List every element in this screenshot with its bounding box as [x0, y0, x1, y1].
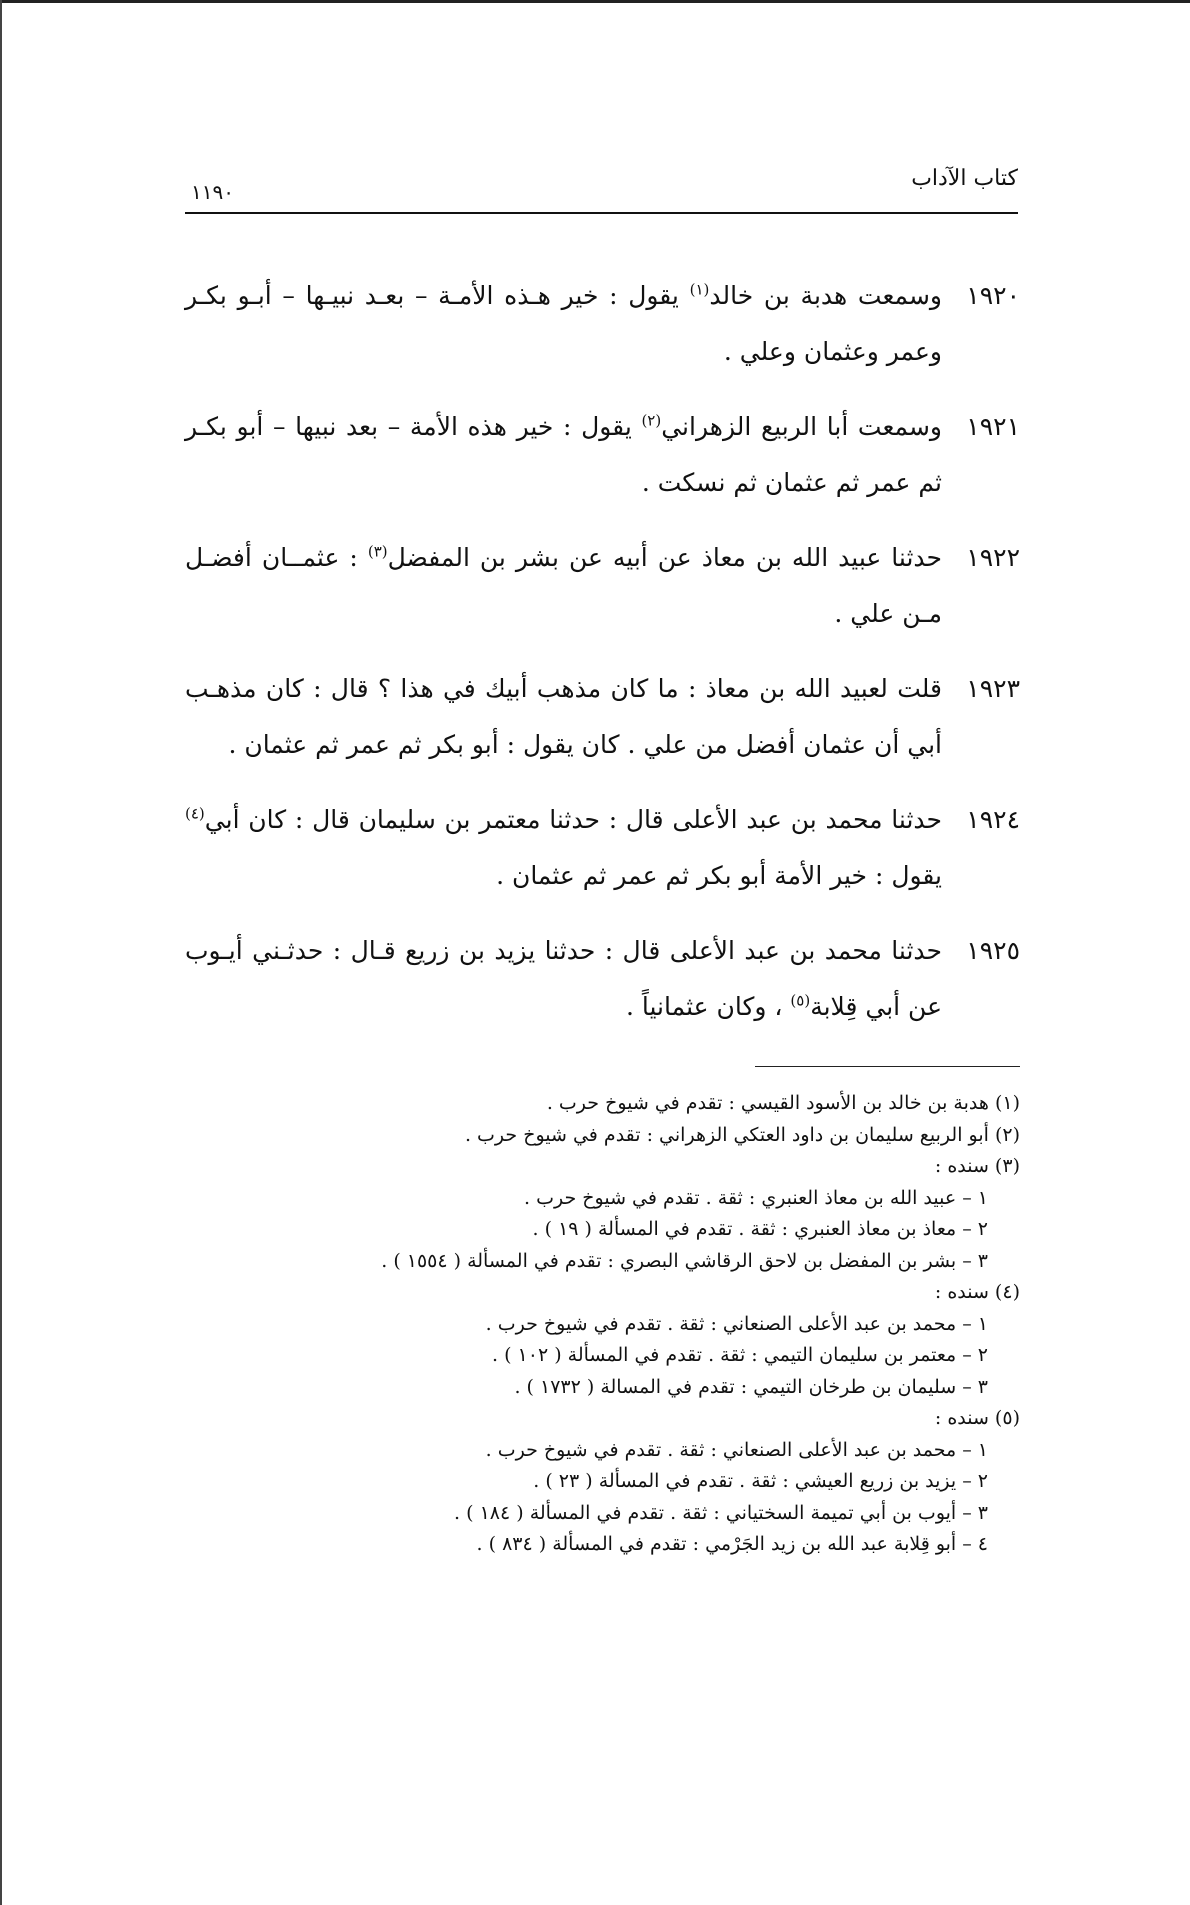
entry-text: حدثنا محمد بن عبد الأعلى قال : حدثنا معتمر بن سليمان قال : كان أبي$^{(٤)}$ يقول : خير الأمة أبو بكر ثم عمر ثم عثمان .	[185, 804, 942, 890]
entry-number: ١٩٢٥	[966, 936, 1020, 965]
footnote-3-heading: (٣) سنده :	[934, 1155, 1020, 1177]
footnote-ref: (١)	[689, 280, 710, 299]
footnote-ref: (٤)	[185, 804, 205, 823]
footnote-ref: (٥)	[790, 991, 811, 1010]
entry-text: حدثنا محمد بن عبد الأعلى قال : حدثنا يزيد بن زريع قـال : حدثـني أيـوب عن أبي قِلابة$^{(٥)}$ ، وكان عثمانياً .	[185, 936, 942, 1021]
footnote-4-item: ١ – محمد بن عبد الأعلى الصنعاني : ثقة . تقدم في شيوخ حرب .	[485, 1312, 988, 1335]
entry-number: ١٩٢١	[966, 412, 1020, 441]
footnote-5-heading: (٥) سنده :	[934, 1407, 1020, 1429]
entry-number: ١٩٢٢	[966, 543, 1020, 572]
page-header	[185, 166, 1018, 214]
footnote-3-item: ١ – عبيد الله بن معاذ العنبري : ثقة . تقدم في شيوخ حرب .	[524, 1186, 988, 1209]
footnote-divider	[755, 1066, 1020, 1067]
entry-1922	[185, 530, 1020, 642]
footnote-ref: (٢)	[641, 411, 662, 430]
page-number: ١١٩٠	[191, 180, 234, 204]
footnote-5-item: ١ – محمد بن عبد الأعلى الصنعاني : ثقة . تقدم في شيوخ حرب .	[485, 1438, 988, 1461]
scan-border-top	[0, 0, 1190, 3]
entry-text: وسمعت هدبة بن خالد$^{(١)}$ يقول : خير هـذه الأمـة – بعـد نبيـها – أبـو بكـر وعمر وعثمان وعلي .	[185, 280, 943, 366]
entry-number: ١٩٢٤	[966, 805, 1020, 834]
footnote-1: (١) هدبة بن خالد بن الأسود القيسي : تقدم في شيوخ حرب .	[546, 1092, 1020, 1114]
entry-1921	[185, 399, 1020, 511]
entry-1924	[185, 792, 1020, 904]
entry-number: ١٩٢٠	[966, 281, 1020, 310]
footnote-5-item: ٢ – يزيد بن زريع العيشي : ثقة . تقدم في المسألة ( ٢٣ ) .	[533, 1470, 988, 1492]
footnote-2: (٢) أبو الربيع سليمان بن داود العتكي الزهراني : تقدم في شيوخ حرب .	[464, 1123, 1020, 1146]
entry-1925	[185, 923, 1020, 1035]
scan-border-left	[0, 0, 2, 1905]
book-title: كتاب الآداب	[911, 166, 1018, 191]
footnote-4-heading: (٤) سنده :	[934, 1281, 1020, 1303]
footnote-4-item: ٢ – معتمر بن سليمان التيمي : ثقة . تقدم في المسألة ( ١٠٢ ) .	[492, 1344, 988, 1366]
footnote-ref: (٣)	[367, 542, 388, 561]
footnote-5-item: ٣ – أيوب بن أبي تميمة السختياني : ثقة . تقدم في المسألة ( ١٨٤ ) .	[454, 1501, 988, 1524]
entries-list	[185, 268, 1020, 1054]
entry-number: ١٩٢٣	[966, 674, 1020, 703]
entry-1923	[185, 661, 1020, 773]
entry-1920	[185, 268, 1020, 380]
entry-text: قلت لعبيد الله بن معاذ : ما كان مذهب أبيك في هذا ؟ قال : كان مذهـب أبي أن عثمان أفضل من علي . كان يقول : أبو بكر ثم عمر ثم عثمان .	[185, 674, 942, 759]
footnote-3-item: ٣ – بشر بن المفضل بن لاحق الرقاشي البصري : تقدم في المسألة ( ١٥٥٤ ) .	[381, 1249, 988, 1272]
footnote-4-item: ٣ – سليمان بن طرخان التيمي : تقدم في المسالة ( ١٧٣٢ ) .	[514, 1375, 988, 1398]
footnotes	[185, 1088, 1020, 1561]
entry-text: حدثنا عبيد الله بن معاذ عن أبيه عن بشر بن المفضل$^{(٣)}$ : عثمــان أفضـل مـن علي .	[185, 542, 942, 628]
entry-text: وسمعت أبا الربيع الزهراني$^{(٢)}$ يقول : خير هذه الأمة – بعد نبيها – أبو بكـر ثم عمر ثم عثمان ثم نسكت .	[185, 411, 942, 497]
footnote-3-item: ٢ – معاذ بن معاذ العنبري : ثقة . تقدم في المسألة ( ١٩ ) .	[532, 1218, 988, 1240]
footnote-5-item: ٤ – أبو قِلابة عبد الله بن زيد الجَرْمي : تقدم في المسألة ( ٨٣٤ ) .	[476, 1533, 988, 1555]
